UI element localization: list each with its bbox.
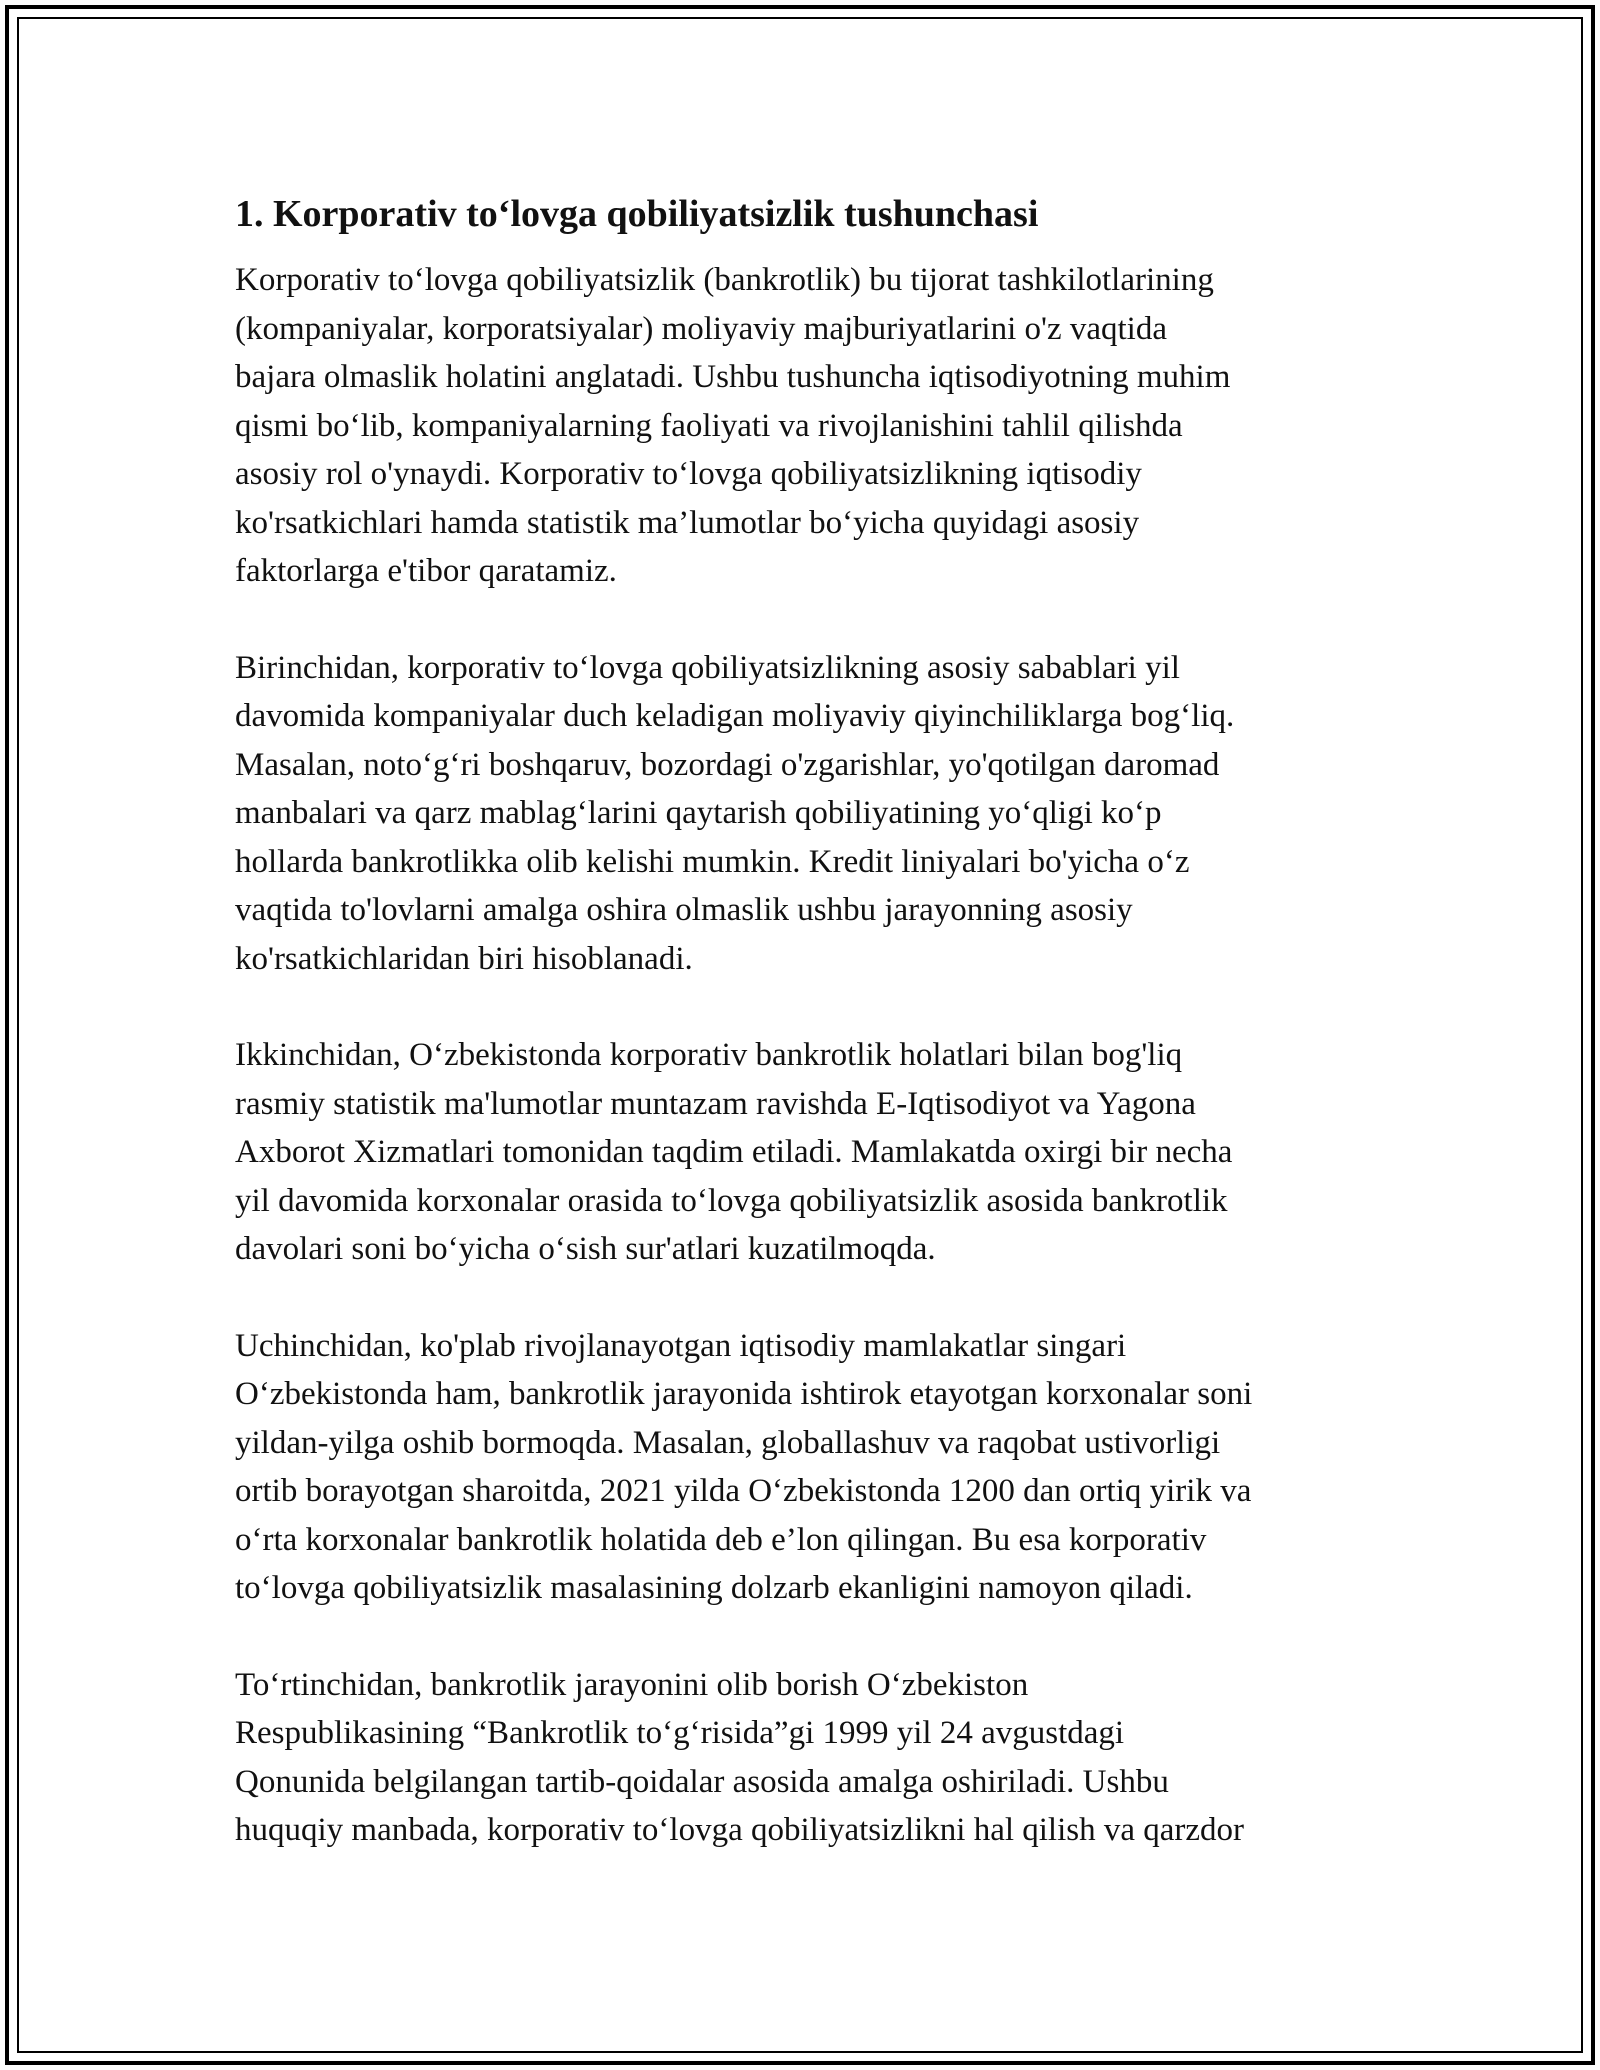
text-line: Korporativ to‘lovga qobiliyatsizlik (bankrotlik) bu tijorat tashkilotlarining: [235, 262, 1214, 298]
text-line: Respublikasining “Bankrotlik to‘g‘risida”gi 1999 yil 24 avgustdagi: [235, 1715, 1125, 1751]
text-line: Uchinchidan, ko'plab rivojlanayotgan iqtisodiy mamlakatlar singari: [235, 1327, 1127, 1364]
text-line: (kompaniyalar, korporatsiyalar) moliyaviy majburiyatlarini o'z vaqtida: [235, 310, 1167, 347]
text-line: bajara olmaslik holatini anglatadi. Ushbu tushuncha iqtisodiyotning muhim: [235, 359, 1231, 395]
text-line: Masalan, noto‘g‘ri boshqaruv, bozordagi o'zgarishlar, yo'qotilgan daromad: [235, 746, 1220, 783]
text-line: rasmiy statistik ma'lumotlar muntazam ravishda E-Iqtisodiyot va Yagona: [235, 1085, 1196, 1122]
text-line: To‘rtinchidan, bankrotlik jarayonini olib borish O‘zbekiston: [235, 1666, 1029, 1703]
text-line: manbalari va qarz mablag‘larini qaytarish qobiliyatining yo‘qligi ko‘p: [235, 795, 1162, 831]
text-line: Birinchidan, korporativ to‘lovga qobiliyatsizlikning asosiy sabablari yil: [235, 649, 1180, 686]
text-line: faktorlarga e'tibor qaratamiz.: [235, 553, 617, 589]
text-line: asosiy rol o'ynaydi. Korporativ to‘lovga qobiliyatsizlikning iqtisodiy: [235, 456, 1142, 492]
text-line: davomida kompaniyalar duch keladigan moliyaviy qiyinchiliklarga bog‘liq.: [235, 698, 1235, 734]
text-line: huquqiy manbada, korporativ to‘lovga qobiliyatsizlikni hal qilish va qarzdor: [235, 1812, 1245, 1848]
paragraph-first: [235, 644, 1375, 984]
text-line: to‘lovga qobiliyatsizlik masalasining dolzarb ekanligini namoyon qiladi.: [235, 1570, 1193, 1606]
document-body: [235, 188, 1375, 1903]
text-line: hollarda bankrotlikka olib kelishi mumkin. Kredit liniyalari bo'yicha o‘z: [235, 843, 1190, 880]
section-heading: 1. Korporativ to‘lovga qobiliyatsizlik tushunchasi: [235, 193, 1039, 235]
text-line: yil davomida korxonalar orasida to‘lovga qobiliyatsizlik asosida bankrotlik: [235, 1182, 1228, 1219]
text-line: O‘zbekistonda ham, bankrotlik jarayonida ishtirok etayotgan korxonalar soni: [235, 1376, 1253, 1412]
text-line: davolari soni bo‘yicha o‘sish sur'atlari kuzatilmoqda.: [235, 1231, 936, 1267]
text-line: ko'rsatkichlaridan biri hisoblanadi.: [235, 940, 693, 977]
text-line: ko'rsatkichlari hamda statistik ma’lumotlar bo‘yicha quyidagi asosiy: [235, 504, 1140, 541]
text-line: o‘rta korxonalar bankrotlik holatida deb e’lon qilingan. Bu esa korporativ: [235, 1521, 1207, 1558]
text-line: Qonunida belgilangan tartib-qoidalar asosida amalga oshiriladi. Ushbu: [235, 1763, 1169, 1800]
paragraph-fourth: [235, 1661, 1375, 1855]
text-line: Ikkinchidan, O‘zbekistonda korporativ bankrotlik holatlari bilan bog'liq: [235, 1037, 1183, 1073]
paragraph-intro: [235, 256, 1375, 596]
text-line: vaqtida to'lovlarni amalga oshira olmaslik ushbu jarayonning asosiy: [235, 892, 1133, 928]
text-line: ortib borayotgan sharoitda, 2021 yilda O‘zbekistonda 1200 dan ortiq yirik va: [235, 1473, 1252, 1509]
paragraph-second: [235, 1031, 1375, 1274]
paragraph-third: [235, 1322, 1375, 1613]
text-line: yildan-yilga oshib bormoqda. Masalan, globallashuv va raqobat ustivorligi: [235, 1424, 1221, 1461]
text-line: qismi bo‘lib, kompaniyalarning faoliyati va rivojlanishini tahlil qilishda: [235, 407, 1183, 444]
text-line: Axborot Xizmatlari tomonidan taqdim etiladi. Mamlakatda oxirgi bir necha: [235, 1134, 1233, 1170]
